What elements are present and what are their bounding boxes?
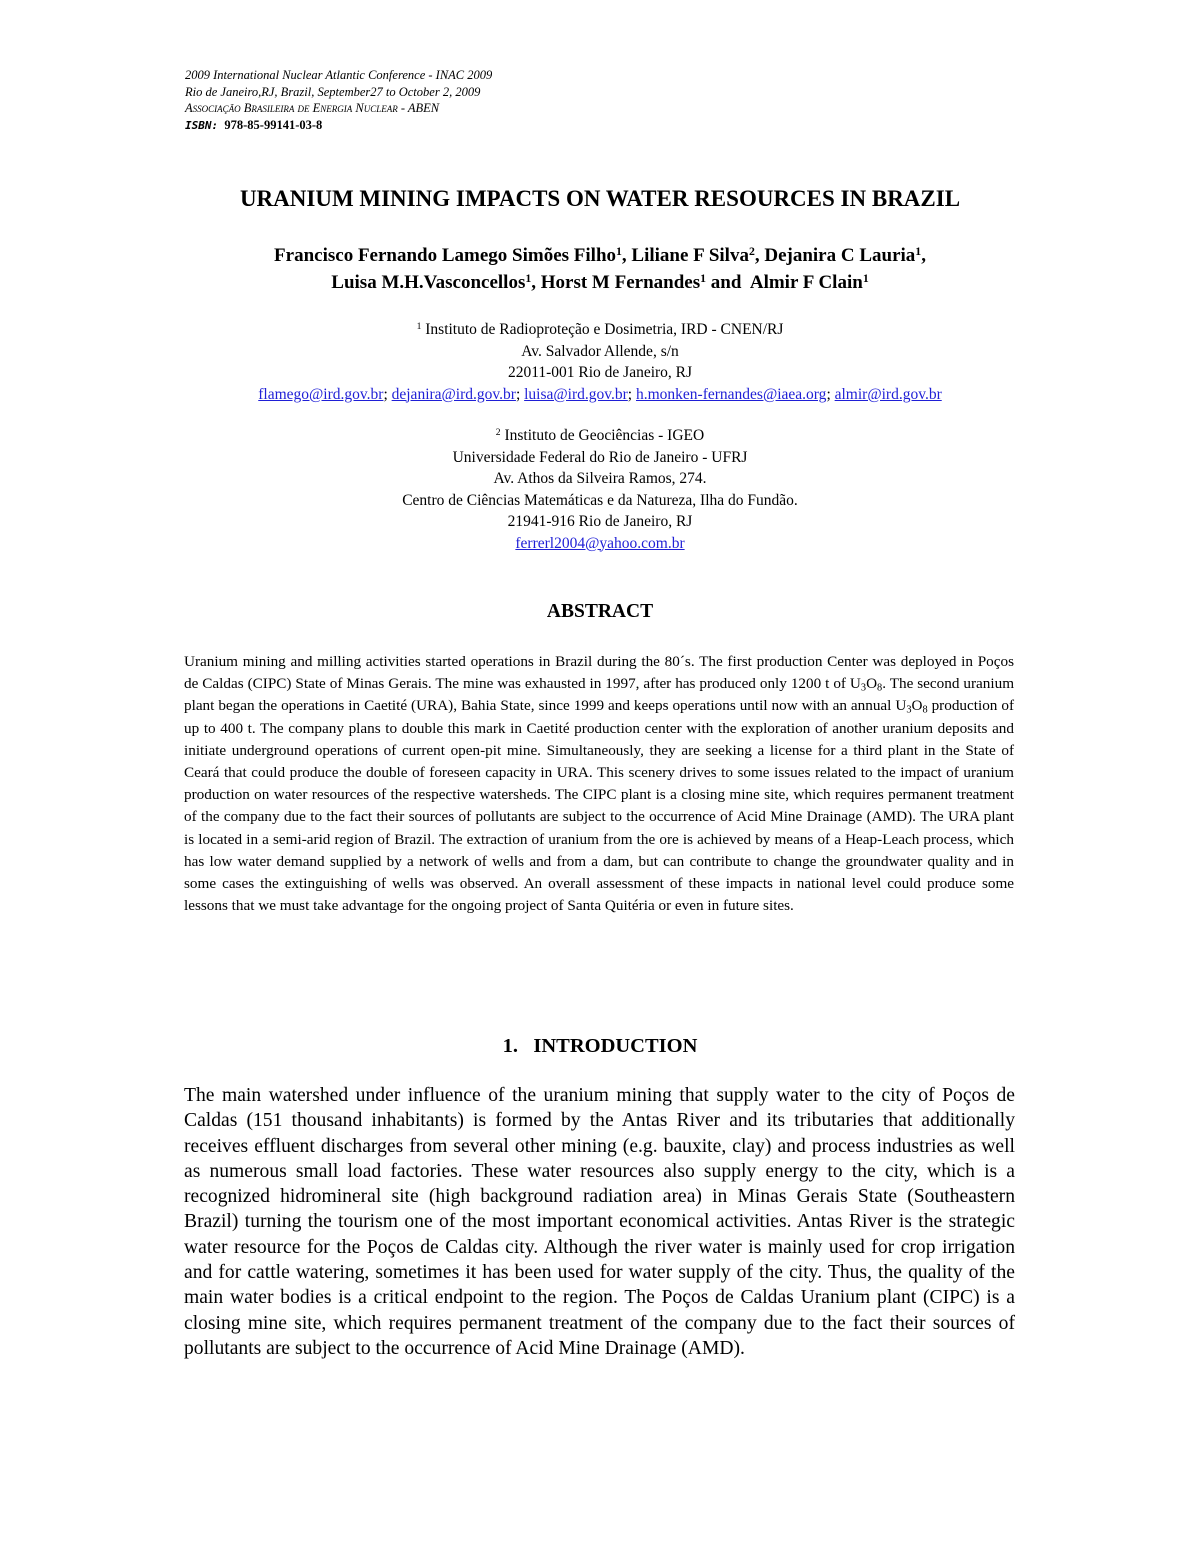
abstract-text: . The second uranium plant began the operations in Caetité (URA), Bahia State, since 1999 and keeps operations until now with an annual U [184, 675, 1015, 715]
abstract-text: Uranium mining and milling activities started operations in Brazil during the 80´s. The first production Center was deployed in Poços de Caldas (CIPC) State of Minas Gerais. The mine was exhausted in 1997, after has produced only 1200 t of U [184, 653, 1014, 693]
affiliation-mark: 1 [416, 321, 422, 333]
affiliation-2 [150, 425, 1050, 554]
paper-title: URANIUM MINING IMPACTS ON WATER RESOURCES IN BRAZIL [239, 186, 961, 211]
author-list [150, 242, 1050, 296]
email-link[interactable]: h.monken-fernandes@iaea.org [635, 385, 827, 403]
author-affil-mark: 1 [700, 272, 707, 286]
introduction-paragraph: The main watershed under influence of the uranium mining that supply water to the city of Poços de Caldas (151 thousand inhabitants) is formed by the Antas River and its tributaries that additionally receives effluent discharges from several other mining (e.g. bauxite, clay) and process industries as well as numerous small load factories. These water resources also supply energy to the city, which is a recognized hidromineral site (high background radiation area) in Minas Gerais State (Southeastern Brazil) turning the tourism one of the most important economical activities. Antas River is the strategic water resource for the Poços de Caldas city. Although the river water is mainly used for crop irrigation and for cattle watering, sometimes it has been used for water supply of the city. Thus, the quality of the main water bodies is a critical endpoint to the region. The Poços de Caldas Uranium plant (CIPC) is a closing mine site, which requires permanent treatment of the company due to the fact their sources of pollutants are subject to the occurrence of Acid Mine Drainage (AMD). [184, 1085, 1015, 1359]
author-affil-mark: 1 [616, 245, 622, 259]
conference-location: Rio de Janeiro,RJ, Brazil, September27 to October 2, 2009 [185, 84, 481, 99]
abstract-body [184, 651, 1014, 917]
affiliation-institute: Instituto de Geociências - IGEO [504, 427, 705, 444]
email-link[interactable]: ferrerl2004@yahoo.com.br [515, 534, 685, 552]
email-link[interactable]: dejanira@ird.gov.br [391, 385, 516, 403]
author-affil-mark: 2 [748, 245, 755, 259]
conference-association: Associação Brasileira de Energia Nuclear - ABEN [185, 101, 440, 115]
author-affil-mark: 1 [525, 272, 532, 286]
formula-subscript: 3 [860, 682, 867, 694]
author-affil-mark: 1 [915, 245, 922, 259]
affiliation-street: Av. Athos da Silveira Ramos, 274. [493, 470, 707, 487]
author-name: Francisco Fernando Lamego Simões Filho [274, 245, 617, 266]
formula-element: O [911, 697, 923, 715]
author-name: Almir F Clain [749, 272, 863, 293]
author-and: and [710, 272, 742, 293]
formula-subscript: 3 [906, 704, 912, 716]
email-link[interactable]: almir@ird.gov.br [834, 385, 942, 403]
formula-subscript: 8 [922, 704, 928, 716]
affiliation-1 [150, 319, 1050, 405]
isbn-line [185, 117, 785, 135]
affiliation-street: Av. Salvador Allende, s/n [521, 342, 679, 360]
introduction-heading: 1. INTRODUCTION [502, 1035, 698, 1057]
formula-subscript: 8 [877, 682, 883, 694]
isbn-label: ISBN: [185, 118, 219, 132]
author-name: Horst M Fernandes [540, 272, 701, 293]
abstract-text: production of up to 400 t. The company plans to double this mark in Caetité production center with the exploration of another uranium deposits and initiate underground operations of current open-pit mine. Simultaneously, they are seeking a license for a third plant in the State of Ceará that could produce the double of foreseen capacity in URA. This scenery drives to some issues related to the impact of uranium production on water resources of the respective watersheds. The CIPC plant is a closing mine site, which requires permanent treatment of the company due to the fact their sources of pollutants are subject to the occurrence of Acid Mine Drainage (AMD). The URA plant is located in a semi-arid region of Brazil. The extraction of uranium from the ore is achieved by means of a Heap-Leach process, which has low water demand supplied by a network of wells and from a dam, but can contribute to change the groundwater quality and in some cases the extinguishing of wells was observed. An overall assessment of these impacts in national level could produce some lessons that we must take advantage for the ongoing project of Santa Quitéria or even in future sites. [184, 697, 1015, 915]
isbn-value: 978-85-99141-03-8 [224, 117, 323, 132]
affiliation-city: 22011-001 Rio de Janeiro, RJ [507, 364, 693, 381]
conference-header [185, 67, 785, 134]
author-line-1: Francisco Fernando Lamego Simões Filho$^1$, Liliane F Silva$^2$, Dejanira C Lauria$^1$, [274, 245, 926, 266]
affiliation-mark: 2 [495, 427, 501, 439]
formula-element: O [866, 675, 878, 693]
affiliation-center: Centro de Ciências Matemáticas e da Natureza, Ilha do Fundão. [402, 491, 798, 509]
author-name: Liliane F Silva [631, 245, 749, 266]
author-name: Luisa M.H.Vasconcellos [331, 272, 526, 293]
conference-name: 2009 International Nuclear Atlantic Conference - INAC 2009 [185, 68, 493, 82]
abstract-heading: ABSTRACT [546, 601, 654, 622]
introduction-body [184, 1083, 1015, 1361]
affiliation-university: Universidade Federal do Rio de Janeiro - UFRJ [452, 448, 748, 466]
affiliation-emails: flamego@ird.gov.br; dejanira@ird.gov.br; luisa@ird.gov.br; h.monken-fernandes@iaea.org; almir@ird.gov.br [258, 385, 942, 403]
affiliation-city: 21941-916 Rio de Janeiro, RJ [507, 513, 693, 530]
author-name: Dejanira C Lauria [764, 245, 916, 266]
author-line-2: Luisa M.H.Vasconcellos$^1$, Horst M Fernandes$^1$ and Almir F Clain$^1$ [331, 272, 869, 293]
email-link[interactable]: luisa@ird.gov.br [524, 385, 628, 403]
affiliation-institute: Instituto de Radioproteção e Dosimetria, IRD - CNEN/RJ [425, 321, 784, 338]
email-link[interactable]: flamego@ird.gov.br [258, 385, 384, 403]
author-affil-mark: 1 [862, 272, 869, 286]
